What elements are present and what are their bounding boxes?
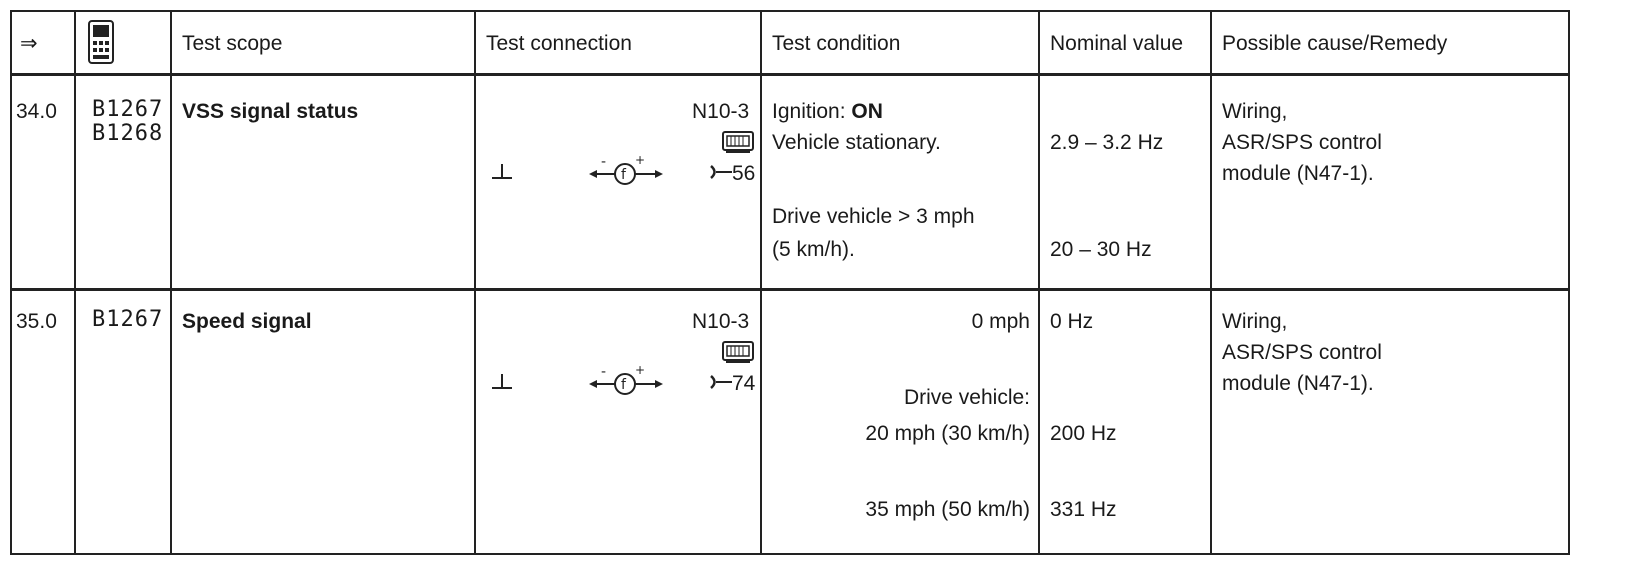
column-divider (74, 12, 76, 553)
module-label: N10-3 (692, 310, 750, 333)
column-divider (170, 12, 172, 553)
fault-code: B1268 (92, 121, 164, 146)
test-condition-line: 20 mph (30 km/h) (865, 422, 1030, 445)
test-condition-line: 35 mph (50 km/h) (865, 498, 1030, 521)
svg-text:+: + (635, 363, 646, 377)
step-number: 35.0 (16, 310, 57, 333)
nominal-value: 200 Hz (1050, 422, 1117, 445)
frequency-meter-icon (587, 152, 667, 191)
test-connection-header: Test connection (486, 32, 632, 55)
nominal-value: 0 Hz (1050, 310, 1094, 333)
remedy-line: ASR/SPS control (1222, 341, 1382, 364)
svg-text:f: f (621, 377, 626, 393)
column-divider (1038, 12, 1040, 553)
row-divider (12, 73, 1568, 76)
column-divider (760, 12, 762, 553)
test-condition-line: Ignition: ON (772, 100, 883, 123)
pin-number: 74 (732, 372, 756, 395)
fault-code: B1267 (92, 97, 164, 122)
test-condition-line: Drive vehicle > 3 mph (772, 205, 975, 228)
step-number: 34.0 (16, 100, 57, 123)
svg-text:-: - (601, 154, 607, 170)
test-condition-header: Test condition (772, 32, 901, 55)
svg-text:-: - (601, 364, 607, 380)
diagnostic-tester-icon (88, 20, 114, 69)
svg-text:f: f (621, 167, 626, 183)
test-scope-label: VSS signal status (182, 100, 359, 123)
connector-pin-icon (708, 372, 732, 397)
test-scope-label: Speed signal (182, 310, 312, 333)
arrow-header: ⇒ (20, 32, 38, 55)
svg-text:+: + (635, 153, 646, 167)
remedy-line: Wiring, (1222, 310, 1288, 333)
column-divider (1210, 12, 1212, 553)
row-divider (12, 288, 1568, 291)
ground-symbol-icon (490, 372, 514, 397)
remedy-line: module (N47-1). (1222, 372, 1374, 395)
remedy-line: ASR/SPS control (1222, 131, 1382, 154)
nominal-value: 20 – 30 Hz (1050, 238, 1152, 261)
test-condition-line: 0 mph (971, 310, 1030, 333)
possible-cause-header: Possible cause/Remedy (1222, 32, 1448, 55)
module-label: N10-3 (692, 100, 750, 123)
ground-symbol-icon (490, 162, 514, 187)
control-module-icon (722, 131, 754, 160)
nominal-value: 2.9 – 3.2 Hz (1050, 131, 1164, 154)
remedy-line: Wiring, (1222, 100, 1288, 123)
nominal-value: 331 Hz (1050, 498, 1117, 521)
frequency-meter-icon (587, 362, 667, 401)
nominal-value-header: Nominal value (1050, 32, 1184, 55)
pin-number: 56 (732, 162, 756, 185)
control-module-icon (722, 341, 754, 370)
test-condition-line: Vehicle stationary. (772, 131, 941, 154)
test-table (10, 10, 1570, 555)
test-scope-header: Test scope (182, 32, 283, 55)
fault-code: B1267 (92, 307, 164, 332)
column-divider (474, 12, 476, 553)
test-condition-line: Drive vehicle: (903, 386, 1030, 409)
remedy-line: module (N47-1). (1222, 162, 1374, 185)
test-condition-line: (5 km/h). (772, 238, 855, 261)
connector-pin-icon (708, 162, 732, 187)
